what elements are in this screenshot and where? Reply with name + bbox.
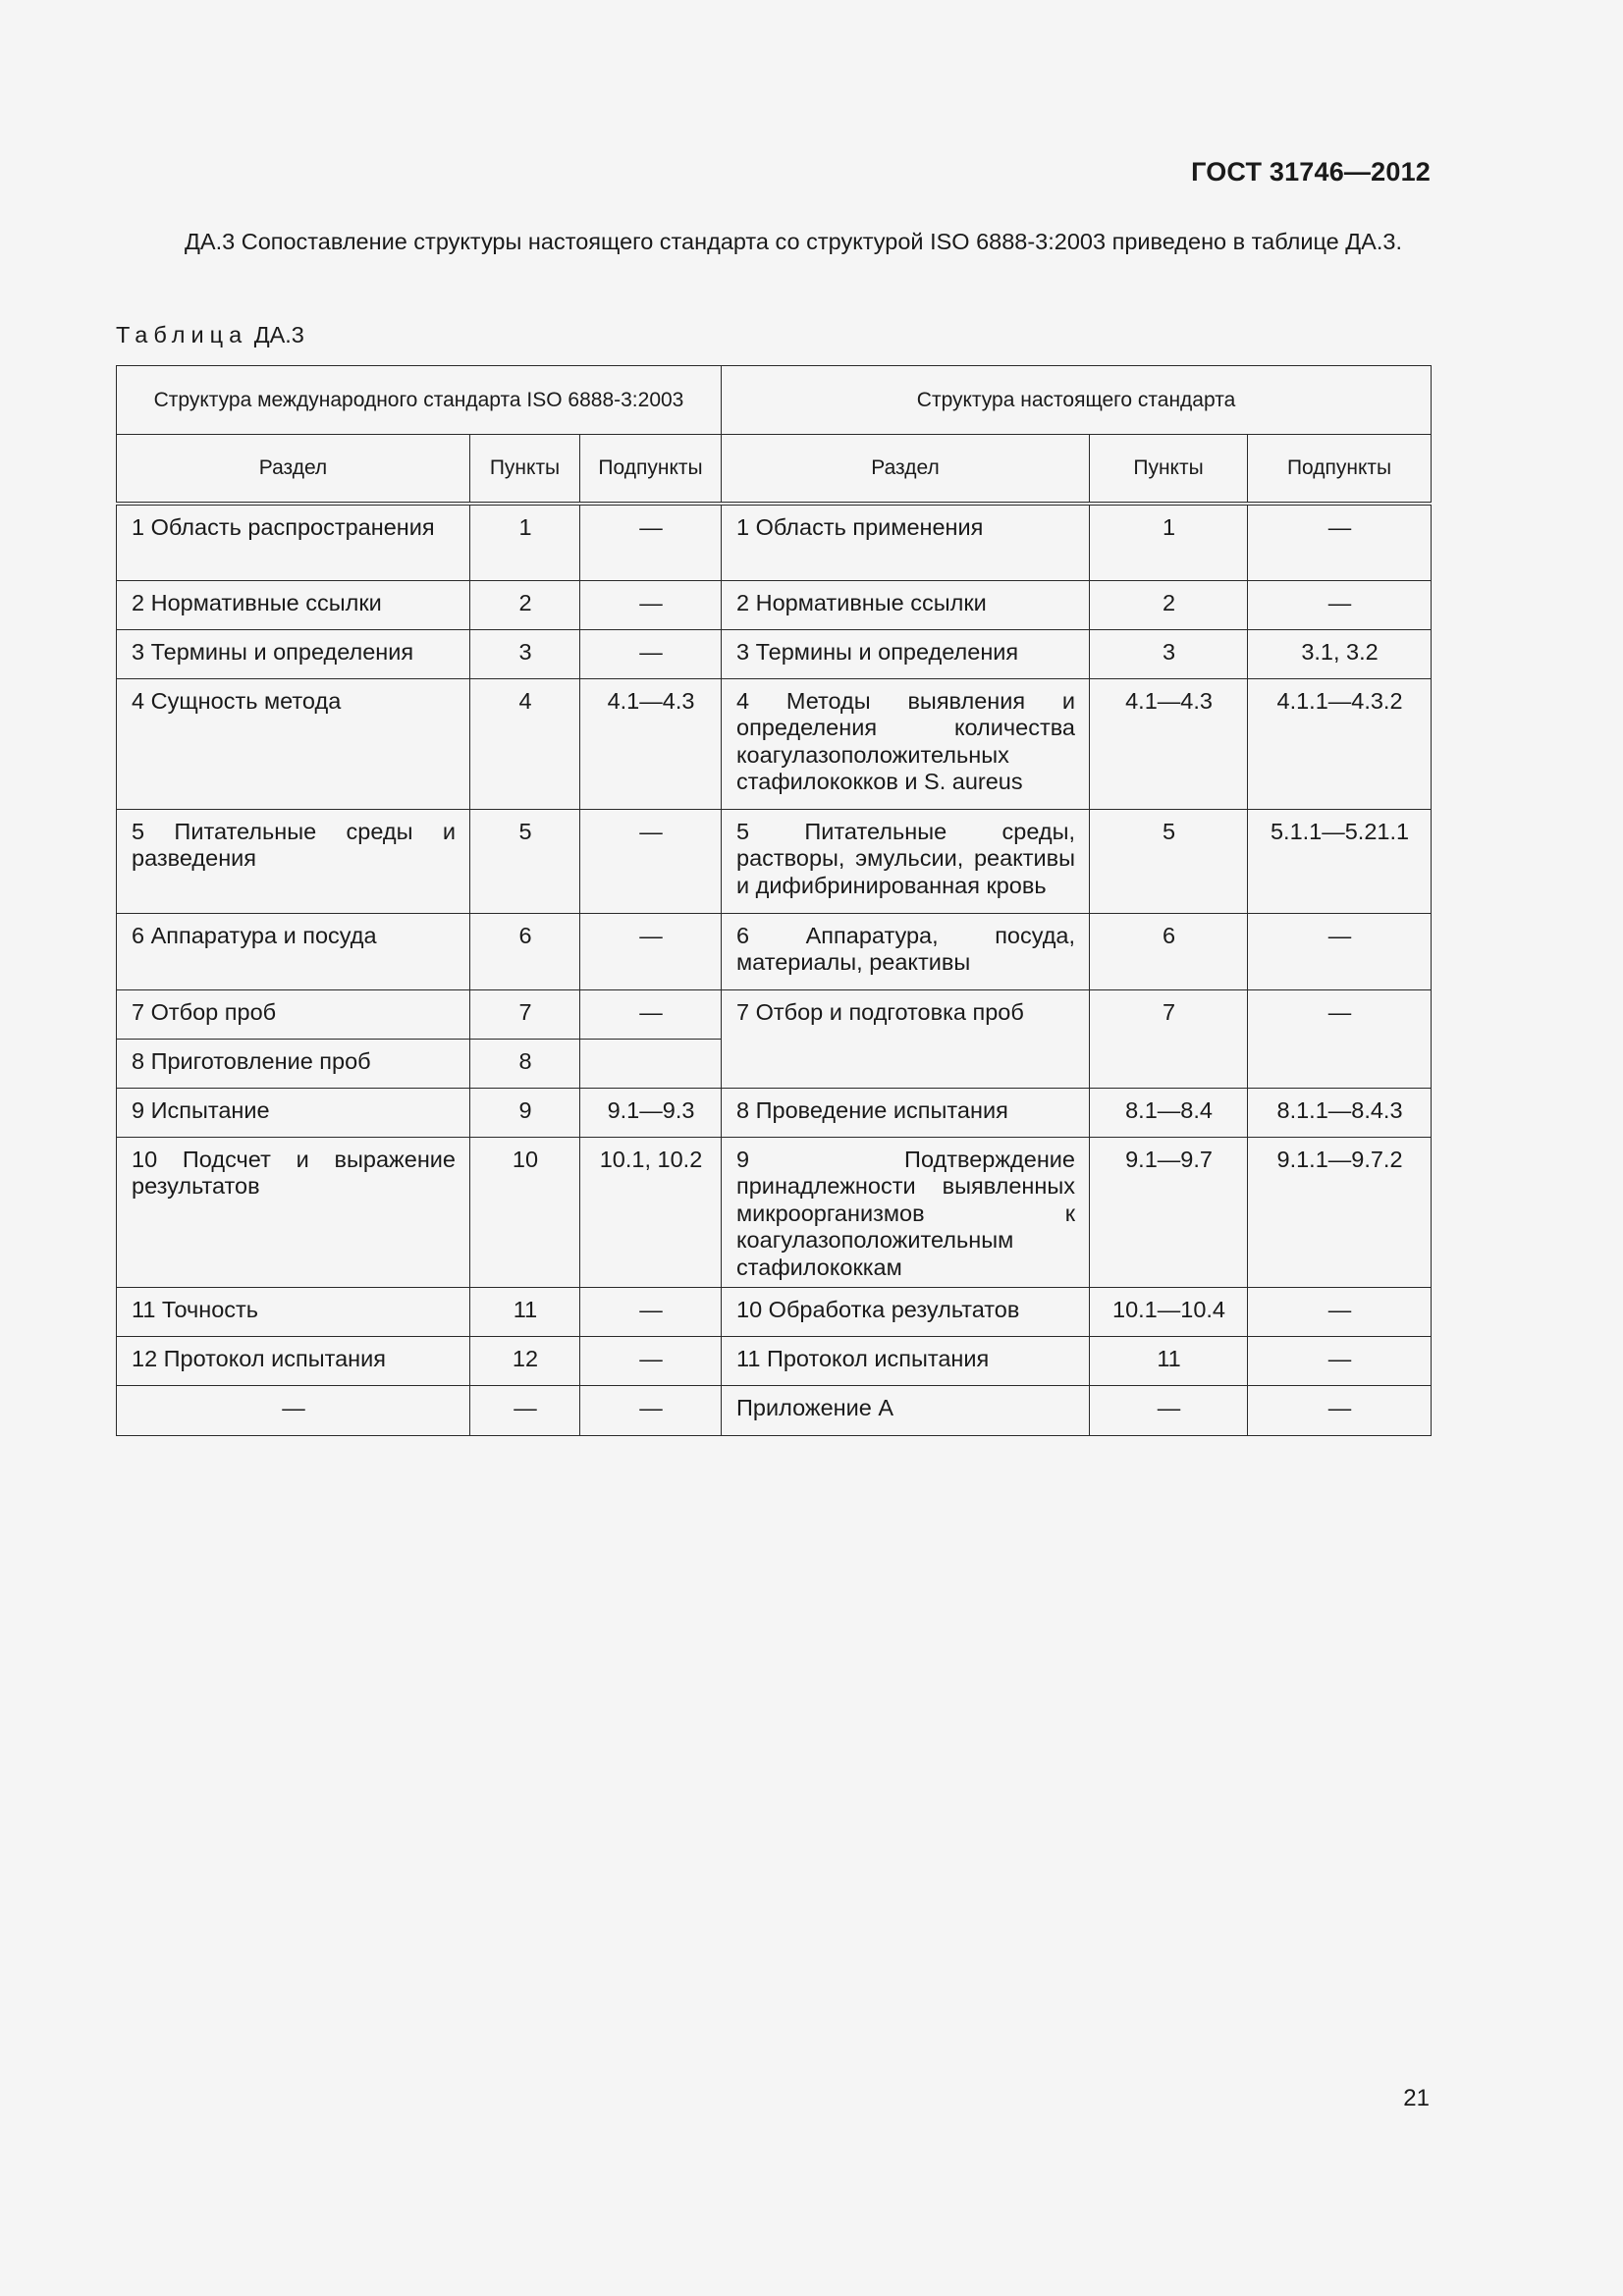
left-section-cell: — [117,1386,470,1436]
right-subpoints-cell: — [1248,989,1432,1088]
group-header-row [117,366,1432,435]
right-points-cell: 11 [1090,1337,1248,1386]
right-points-cell: 8.1—8.4 [1090,1088,1248,1137]
comparison-table [116,365,1432,1436]
left-section-cell: 9 Испытание [117,1088,470,1137]
right-section-cell: 4 Методы выявления и определения количества коагулазоположительных стафилококков и S. aureus [722,678,1090,809]
table-row [117,1088,1432,1137]
col-header-left-subpoints: Подпункты [580,435,722,505]
col-header-right-subpoints: Подпункты [1248,435,1432,505]
right-section-cell: 3 Термины и определения [722,629,1090,678]
left-section-cell: 4 Сущность метода [117,678,470,809]
left-points-cell: 4 [470,678,580,809]
table-row [117,1137,1432,1288]
right-section-cell: 9 Подтверждение принадлежности выявленных микроорганизмов к коагулазоположительным стафилококкам [722,1137,1090,1288]
right-points-cell: 9.1—9.7 [1090,1137,1248,1288]
right-points-cell: 1 [1090,504,1248,580]
table-row [117,809,1432,913]
right-section-cell: 10 Обработка результатов [722,1288,1090,1337]
table-caption-prefix: Таблица [116,322,248,347]
right-subpoints-cell: 4.1.1—4.3.2 [1248,678,1432,809]
left-section-cell: 6 Аппаратура и посуда [117,913,470,989]
left-section-cell: 8 Приготовление проб [117,1039,470,1088]
left-points-cell: — [470,1386,580,1436]
left-subpoints-cell: — [580,1288,722,1337]
left-points-cell: 1 [470,504,580,580]
table-row [117,913,1432,989]
left-subpoints-cell [580,1039,722,1088]
col-header-right-section: Раздел [722,435,1090,505]
table-row [117,1288,1432,1337]
right-points-cell: 7 [1090,989,1248,1088]
right-subpoints-cell: 8.1.1—8.4.3 [1248,1088,1432,1137]
right-subpoints-cell: — [1248,1386,1432,1436]
col-header-left-points: Пункты [470,435,580,505]
right-section-cell: Приложение А [722,1386,1090,1436]
left-subpoints-cell: — [580,1386,722,1436]
right-subpoints-cell: — [1248,504,1432,580]
table-caption-id: ДА.3 [253,322,304,347]
left-points-cell: 8 [470,1039,580,1088]
right-points-cell: 10.1—10.4 [1090,1288,1248,1337]
table-row [117,989,1432,1039]
left-subpoints-cell: — [580,1337,722,1386]
table-row [117,504,1432,580]
group-header-international: Структура международного стандарта ISO 6888-3:2003 [117,366,722,435]
left-section-cell: 7 Отбор проб [117,989,470,1039]
left-points-cell: 12 [470,1337,580,1386]
table-row [117,629,1432,678]
left-subpoints-cell: 9.1—9.3 [580,1088,722,1137]
right-section-cell: 2 Нормативные ссылки [722,580,1090,629]
right-subpoints-cell: — [1248,913,1432,989]
right-section-cell: 11 Протокол испытания [722,1337,1090,1386]
right-points-cell: — [1090,1386,1248,1436]
col-header-left-section: Раздел [117,435,470,505]
intro-paragraph: ДА.3 Сопоставление структуры настоящего стандарта со структурой ISO 6888-3:2003 приведено в таблице ДА.3. [185,229,1402,254]
right-subpoints-cell: 3.1, 3.2 [1248,629,1432,678]
left-subpoints-cell: — [580,629,722,678]
right-section-cell: 8 Проведение испытания [722,1088,1090,1137]
left-points-cell: 10 [470,1137,580,1288]
left-subpoints-cell: 10.1, 10.2 [580,1137,722,1288]
left-subpoints-cell: — [580,989,722,1039]
group-header-national: Структура настоящего стандарта [722,366,1432,435]
table-row [117,678,1432,809]
left-subpoints-cell: — [580,580,722,629]
left-points-cell: 6 [470,913,580,989]
left-points-cell: 5 [470,809,580,913]
left-points-cell: 11 [470,1288,580,1337]
left-points-cell: 9 [470,1088,580,1137]
column-header-row [117,435,1432,505]
right-points-cell: 3 [1090,629,1248,678]
table-caption [116,322,304,348]
right-subpoints-cell: 5.1.1—5.21.1 [1248,809,1432,913]
left-section-cell: 5 Питательные среды и разведения [117,809,470,913]
table-row [117,1337,1432,1386]
right-subpoints-cell: — [1248,580,1432,629]
left-section-cell: 11 Точность [117,1288,470,1337]
right-points-cell: 5 [1090,809,1248,913]
left-section-cell: 12 Протокол испытания [117,1337,470,1386]
right-section-cell: 1 Область применения [722,504,1090,580]
right-subpoints-cell: — [1248,1288,1432,1337]
right-subpoints-cell: 9.1.1—9.7.2 [1248,1137,1432,1288]
left-subpoints-cell: 4.1—4.3 [580,678,722,809]
left-points-cell: 7 [470,989,580,1039]
document-code: ГОСТ 31746—2012 [1191,157,1431,187]
right-subpoints-cell: — [1248,1337,1432,1386]
left-section-cell: 1 Область распространения [117,504,470,580]
left-section-cell: 3 Термины и определения [117,629,470,678]
left-subpoints-cell: — [580,913,722,989]
col-header-right-points: Пункты [1090,435,1248,505]
left-section-cell: 10 Подсчет и выражение результатов [117,1137,470,1288]
left-points-cell: 2 [470,580,580,629]
left-points-cell: 3 [470,629,580,678]
table-row [117,1386,1432,1436]
right-points-cell: 4.1—4.3 [1090,678,1248,809]
page-number: 21 [1403,2085,1430,2111]
right-points-cell: 2 [1090,580,1248,629]
right-points-cell: 6 [1090,913,1248,989]
left-subpoints-cell: — [580,809,722,913]
left-subpoints-cell: — [580,504,722,580]
right-section-cell: 7 Отбор и подготовка проб [722,989,1090,1088]
left-section-cell: 2 Нормативные ссылки [117,580,470,629]
table-row [117,580,1432,629]
right-section-cell: 6 Аппаратура, посуда, материалы, реактивы [722,913,1090,989]
right-section-cell: 5 Питательные среды, растворы, эмульсии, реактивы и дифибринированная кровь [722,809,1090,913]
